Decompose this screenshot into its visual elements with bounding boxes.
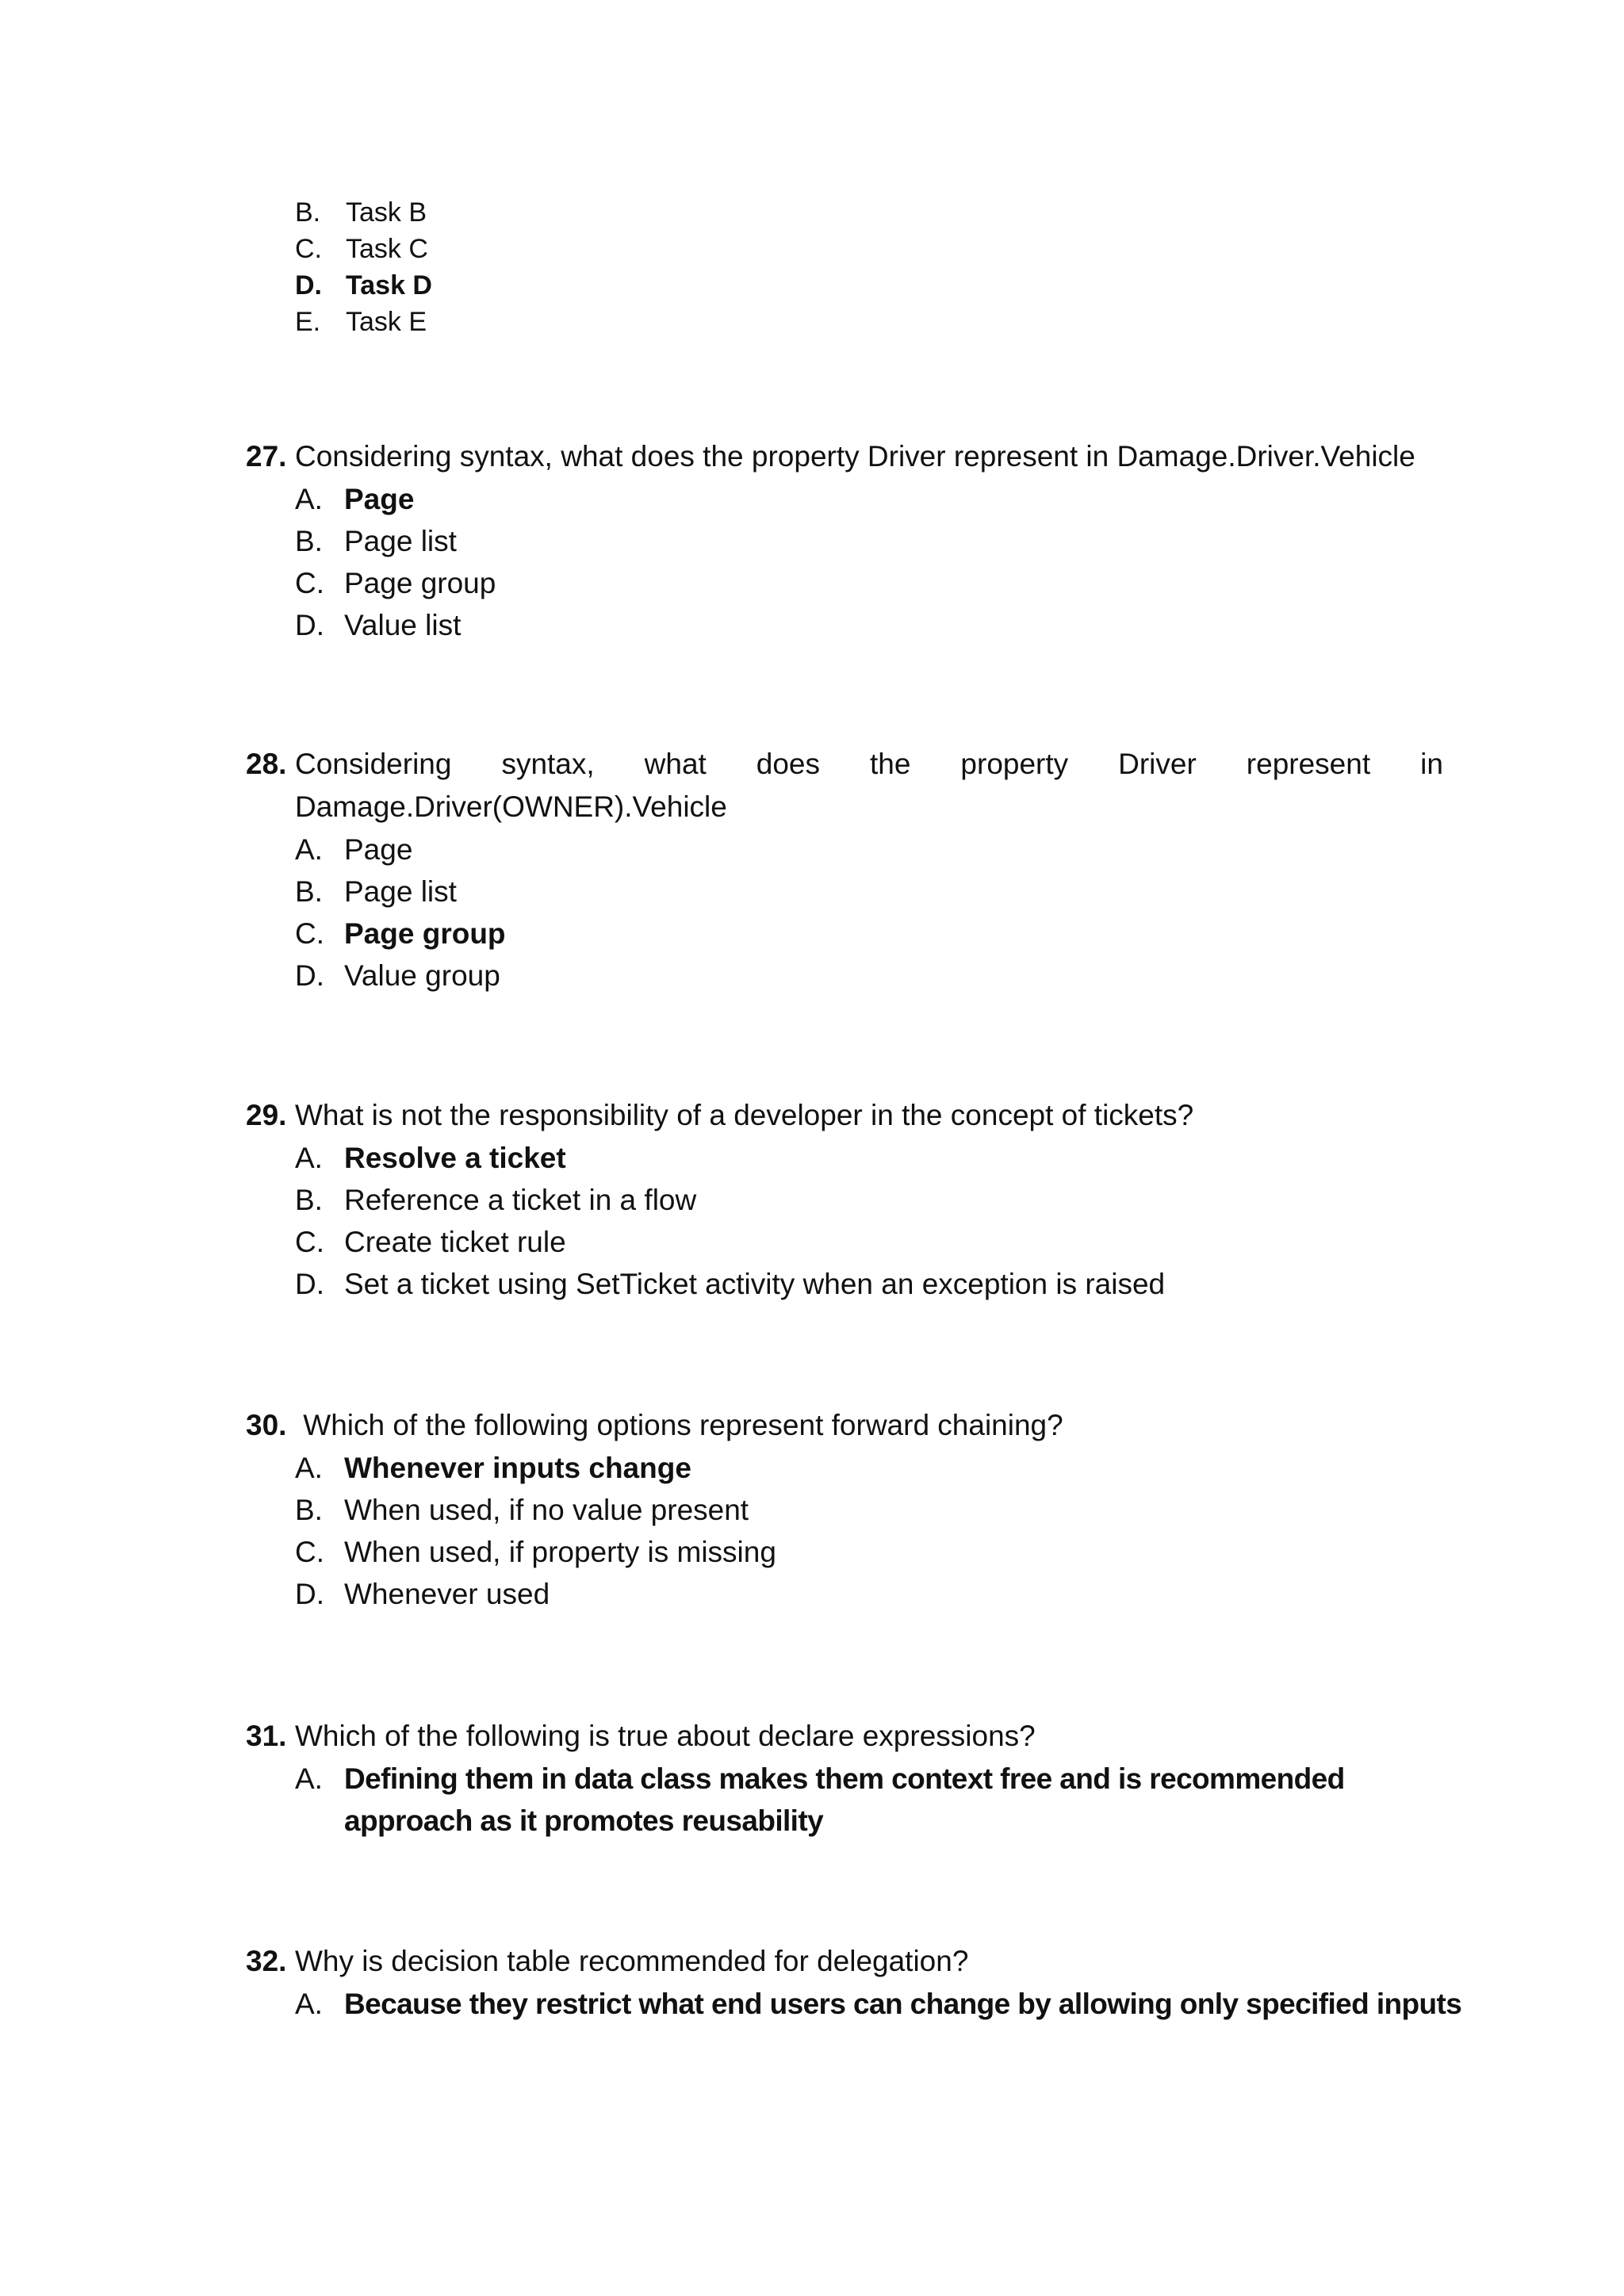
option-item (295, 1179, 1443, 1221)
option-letter: D. (295, 270, 322, 300)
option-item-correct (295, 267, 432, 304)
option-text: When used, if property is missing (344, 1536, 776, 1568)
option-letter: C. (295, 1536, 324, 1568)
question-text: What is not the responsibility of a developer in the concept of tickets? (295, 1099, 1194, 1131)
options-list (295, 828, 1443, 997)
option-letter: D. (295, 609, 324, 641)
option-text: Defining them in data class makes them context free and is recommended approach as it promotes reusability (344, 1762, 1345, 1837)
word: property (960, 748, 1069, 780)
word: Driver (1118, 748, 1197, 780)
question-text: Which of the following options represent forward chaining? (295, 1409, 1063, 1441)
option-text: Resolve a ticket (344, 1142, 566, 1174)
word: represent (1246, 748, 1371, 780)
option-text: Task D (346, 270, 432, 300)
question-29 (246, 1094, 1443, 1305)
option-item (295, 1221, 1443, 1263)
option-item-correct (295, 1758, 1443, 1842)
question-text: Which of the following is true about declare expressions? (295, 1720, 1036, 1752)
option-letter: B. (295, 1184, 323, 1216)
option-text: Page list (344, 875, 457, 908)
question-number: 32. (246, 1945, 287, 1977)
option-item-correct (295, 1137, 1443, 1179)
option-item-correct (295, 1983, 1462, 2025)
option-text: Task C (346, 234, 428, 264)
option-item (295, 520, 1443, 562)
option-letter: C. (295, 234, 322, 264)
option-text: Whenever inputs change (344, 1452, 691, 1484)
option-item (295, 194, 432, 231)
options-list (295, 1758, 1443, 1842)
option-item (295, 871, 1443, 913)
word: what (644, 748, 707, 780)
question-text: Considering syntax, what does the property Driver represent in Damage.Driver.Vehicle (295, 440, 1415, 473)
question-number: 30. (246, 1409, 287, 1441)
word: Considering (295, 748, 452, 780)
option-item-correct (295, 1447, 1443, 1489)
option-item (295, 1573, 1443, 1615)
option-letter: A. (295, 483, 323, 515)
question-number: 27. (246, 440, 287, 473)
question-number: 31. (246, 1720, 287, 1752)
option-letter: B. (295, 197, 321, 228)
option-letter: D. (295, 1578, 324, 1610)
option-letter: A. (295, 833, 323, 866)
option-text: Because they restrict what end users can change by allowing only specified inputs (344, 1988, 1462, 2020)
option-text: Page (344, 833, 413, 866)
option-letter: C. (295, 567, 324, 599)
question-text (295, 743, 1443, 828)
question-30 (246, 1404, 1443, 1615)
option-item (295, 1531, 1443, 1573)
option-letter: D. (295, 959, 324, 992)
question-text: Why is decision table recommended for delegation? (295, 1945, 969, 1977)
option-text: Page list (344, 525, 457, 557)
question-number: 28. (246, 748, 287, 780)
option-letter: C. (295, 1226, 324, 1258)
option-letter: D. (295, 1268, 324, 1300)
option-letter: E. (295, 307, 321, 337)
question-28 (246, 743, 1443, 997)
option-text: Task B (346, 197, 427, 228)
word: in (1420, 748, 1443, 780)
question-27 (246, 435, 1443, 646)
option-letter: B. (295, 875, 323, 908)
option-letter: A. (295, 1452, 323, 1484)
option-item-correct (295, 478, 1443, 520)
options-list (295, 478, 1443, 646)
word: the (870, 748, 911, 780)
option-text: Value list (344, 609, 462, 641)
option-item (295, 828, 1443, 871)
question-number: 29. (246, 1099, 287, 1131)
option-letter: B. (295, 525, 323, 557)
option-item (295, 562, 1443, 604)
option-item (295, 304, 432, 340)
word: syntax, (501, 748, 595, 780)
option-item (295, 231, 432, 267)
option-item (295, 955, 1443, 997)
option-letter: A. (295, 1142, 323, 1174)
option-text: Whenever used (344, 1578, 550, 1610)
option-letter: A. (295, 1762, 323, 1795)
option-text: Page (344, 483, 415, 515)
option-text: Page group (344, 917, 506, 950)
option-text: Page group (344, 567, 496, 599)
option-letter: C. (295, 917, 324, 950)
word: does (756, 748, 821, 780)
option-item (295, 1489, 1443, 1531)
options-list (295, 1447, 1443, 1615)
option-item (295, 604, 1443, 646)
option-text: Reference a ticket in a flow (344, 1184, 697, 1216)
option-text: Task E (346, 307, 427, 337)
options-list (295, 1983, 1462, 2025)
option-text: Create ticket rule (344, 1226, 566, 1258)
option-item (295, 1263, 1443, 1305)
option-text: Set a ticket using SetTicket activity when an exception is raised (344, 1268, 1166, 1300)
question-32 (246, 1940, 1462, 2025)
option-text: When used, if no value present (344, 1494, 749, 1526)
continued-options-list (295, 194, 432, 340)
option-item-correct (295, 913, 1443, 955)
question-text-line-2: Damage.Driver(OWNER).Vehicle (295, 790, 727, 823)
options-list (295, 1137, 1443, 1305)
question-text-line-1 (295, 743, 1443, 786)
question-31 (246, 1715, 1443, 1842)
option-letter: B. (295, 1494, 323, 1526)
option-text: Value group (344, 959, 500, 992)
option-letter: A. (295, 1988, 323, 2020)
